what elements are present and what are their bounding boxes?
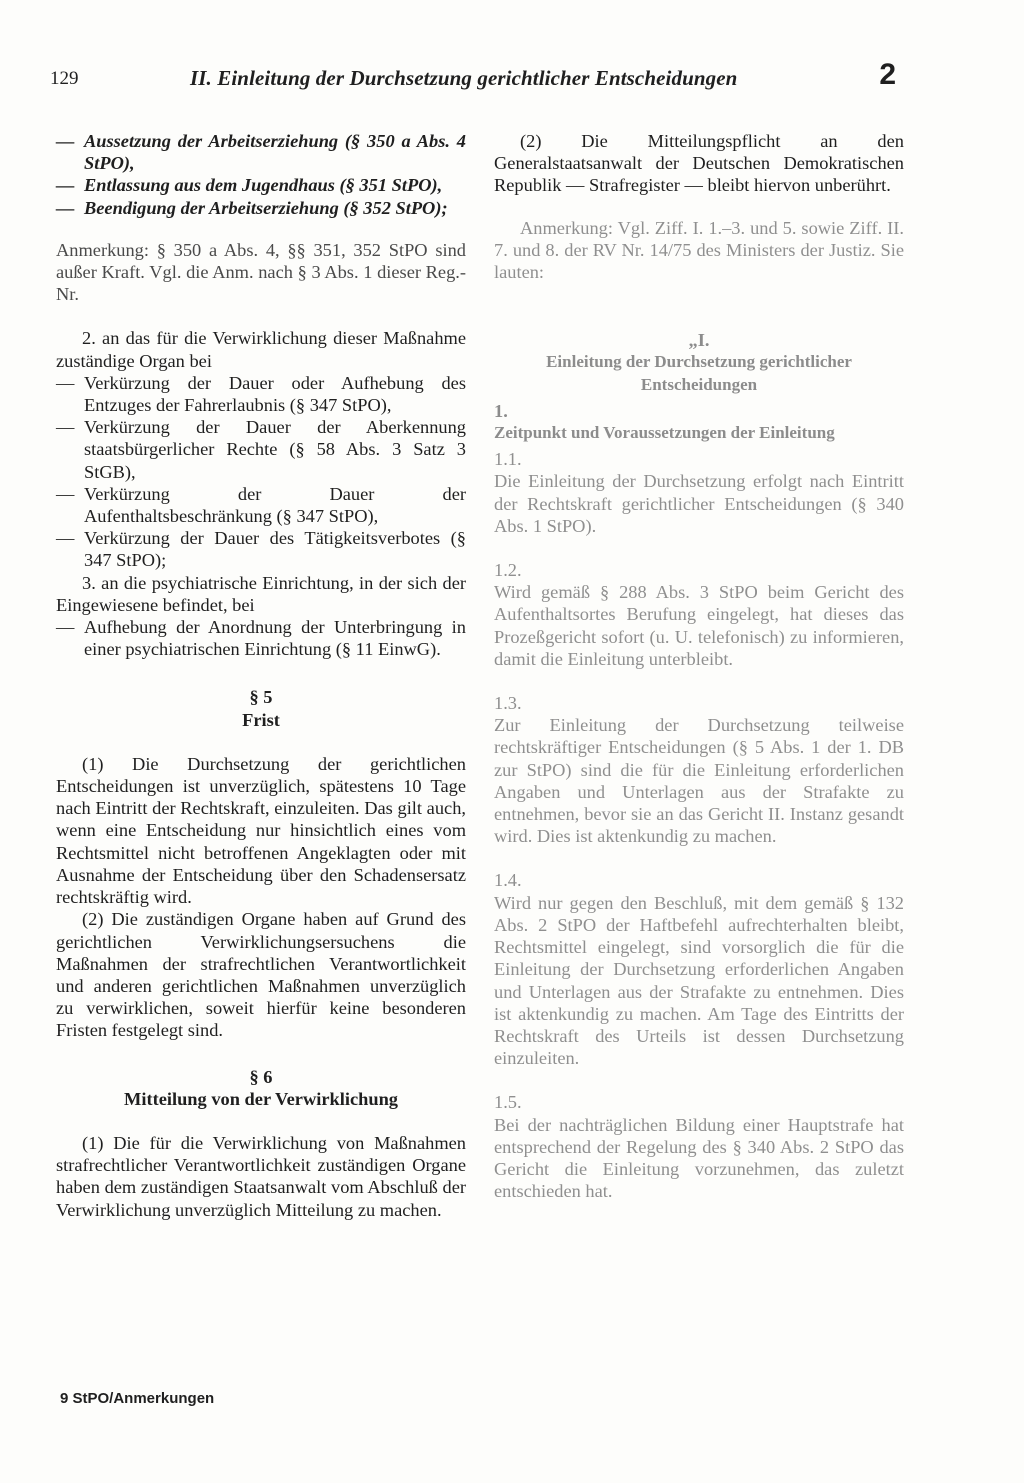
- quote-heading: „I.: [688, 330, 710, 351]
- section-number: § 6: [249, 1066, 273, 1087]
- right-column: [494, 130, 904, 1202]
- paragraph: 2. an das für die Verwirklichung dieser Maßnahme zuständige Organ bei: [56, 328, 466, 371]
- paragraph: (1) Die Durchsetzung der gerichtlichen Entscheidungen ist unverzüglich, spätestens 10 Tage nach Eintritt der Rechtskraft, einzuleiten. Das gilt auch, wenn eine Entscheidung nur hinsichtlich eines vom Rechtsmittel nicht betroffenen Angeklagten oder mit Ausnahme der Entscheidung über den Schadensersatz rechtskräftig wird.: [56, 753, 466, 908]
- item-text: Bei der nachträglichen Bildung einer Hauptstrafe hat entsprechend der Regelung des § 340 Abs. 2 StPO das Gericht die Einleitung vorzunehmen, das zuletzt entschieden hat.: [494, 1114, 904, 1202]
- section-title: Mitteilung von der Verwirklichung: [123, 1088, 398, 1109]
- quote-title: Einleitung der Durchsetzung gerichtlicher Entscheidungen: [546, 352, 852, 394]
- paragraph: (1) Die für die Verwirklichung von Maßnahmen strafrechtlicher Verantwortlichkeit zuständigen Organe haben dem zuständigen Staatsanwalt vom Abschluß der Verwirklichung unverzüglich Mitteilung zu machen.: [56, 1132, 466, 1220]
- running-title: II. Einleitung der Durchsetzung gerichtlicher Entscheidungen: [190, 66, 738, 90]
- page-number: 129: [50, 68, 79, 89]
- annotation-note: Anmerkung: § 350 a Abs. 4, §§ 351, 352 StPO sind außer Kraft. Vgl. die Anm. nach § 3 Abs. 1 dieser Reg.-Nr.: [56, 239, 466, 305]
- item-text: Die Einleitung der Durchsetzung erfolgt nach Eintritt der Rechtskraft gerichtlicher Entscheidungen (§ 340 Abs. 1 StPO).: [494, 471, 904, 536]
- list-item: — Verkürzung der Dauer oder Aufhebung des Entzuges der Fahrerlaubnis (§ 347 StPO),: [56, 372, 466, 416]
- section-number: § 5: [249, 687, 273, 708]
- left-column: [56, 130, 466, 1221]
- item-number: 1.3.: [494, 693, 522, 714]
- list-item: — Verkürzung der Dauer der Aufenthaltsbeschränkung (§ 347 StPO),: [56, 483, 466, 527]
- paragraph: (2) Die Mitteilungspflicht an den Generalstaatsanwalt der Deutschen Demokratischen Republik — Strafregister — bleibt hiervon unberührt.: [494, 131, 904, 196]
- annotation-note: Anmerkung: Vgl. Ziff. I. 1.–3. und 5. sowie Ziff. II. 7. und 8. der RV Nr. 14/75 des Ministers der Justiz. Sie lauten:: [494, 217, 904, 283]
- item-number: 1.2.: [494, 560, 522, 581]
- item-text: Wird nur gegen den Beschluß, mit dem gemäß § 132 Abs. 2 StPO der Haftbefehl aufrechterhalten bleibt, Rechtsmittel eingelegt, sind vorsorglich die für die Einleitung der Durchsetzung erforderlichen Angaben und Unterlagen aus der Strafakte zu entnehmen. Dies ist aktenkundig zu machen. Am Tage des Eintritts der Rechtskraft des Urteils ist dessen Durchsetzung einzuleiten.: [494, 892, 904, 1069]
- paragraph: 3. an die psychiatrische Einrichtung, in der sich der Eingewiesene befindet, bei: [56, 572, 466, 615]
- section-title: Frist: [242, 709, 280, 730]
- item-number: 1.4.: [494, 870, 522, 891]
- chapter-number: 2: [879, 58, 896, 91]
- list-item: — Aufhebung der Anordnung der Unterbringung in einer psychiatrischen Einrichtung (§ 11 EinwG).: [56, 617, 466, 660]
- list-item: — Verkürzung der Dauer des Tätigkeitsverbotes (§ 347 StPO);: [56, 528, 466, 571]
- item-number: 1.1.: [494, 449, 522, 470]
- subsection-number: 1.: [494, 400, 508, 421]
- page-header: [50, 58, 900, 96]
- list-item: — Verkürzung der Dauer der Aberkennung staatsbürgerlicher Rechte (§ 58 Abs. 3 Satz 3 StGB),: [56, 417, 466, 482]
- list-item: — Aussetzung der Arbeitserziehung (§ 350 a Abs. 4 StPO),: [56, 131, 466, 174]
- subsection-title: Zeitpunkt und Voraussetzungen der Einleitung: [494, 423, 835, 443]
- item-number: 1.5.: [494, 1092, 522, 1113]
- list-item: — Entlassung aus dem Jugendhaus (§ 351 StPO),: [56, 175, 443, 196]
- footer-signature: 9 StPO/Anmerkungen: [60, 1390, 215, 1407]
- list-item: — Beendigung der Arbeitserziehung (§ 352 StPO);: [56, 197, 448, 218]
- item-text: Zur Einleitung der Durchsetzung teilweise rechtskräftiger Entscheidungen (§ 5 Abs. 1 der 1. DB zur StPO) sind die für die Einleitung erforderlichen Angaben und Unterlagen aus der Strafakte zu entnehmen, bevor sie an das Gericht II. Instanz gesandt wird. Dies ist aktenkundig zu machen.: [494, 715, 904, 847]
- paragraph: (2) Die zuständigen Organe haben auf Grund des gerichtlichen Verwirklichungsersuchens die Maßnahmen der strafrechtlichen Verantwortlichkeit und anderen gerichtlichen Maßnahmen unverzüglich zu verwirklichen, soweit hierfür keine besonderen Fristen festgelegt sind.: [56, 909, 466, 1041]
- item-text: Wird gemäß § 288 Abs. 3 StPO beim Gericht des Aufenthaltsortes Berufung eingelegt, hat dieses das Prozeßgericht sofort (u. U. telefonisch) zu informieren, damit die Einleitung unterbleibt.: [494, 582, 904, 669]
